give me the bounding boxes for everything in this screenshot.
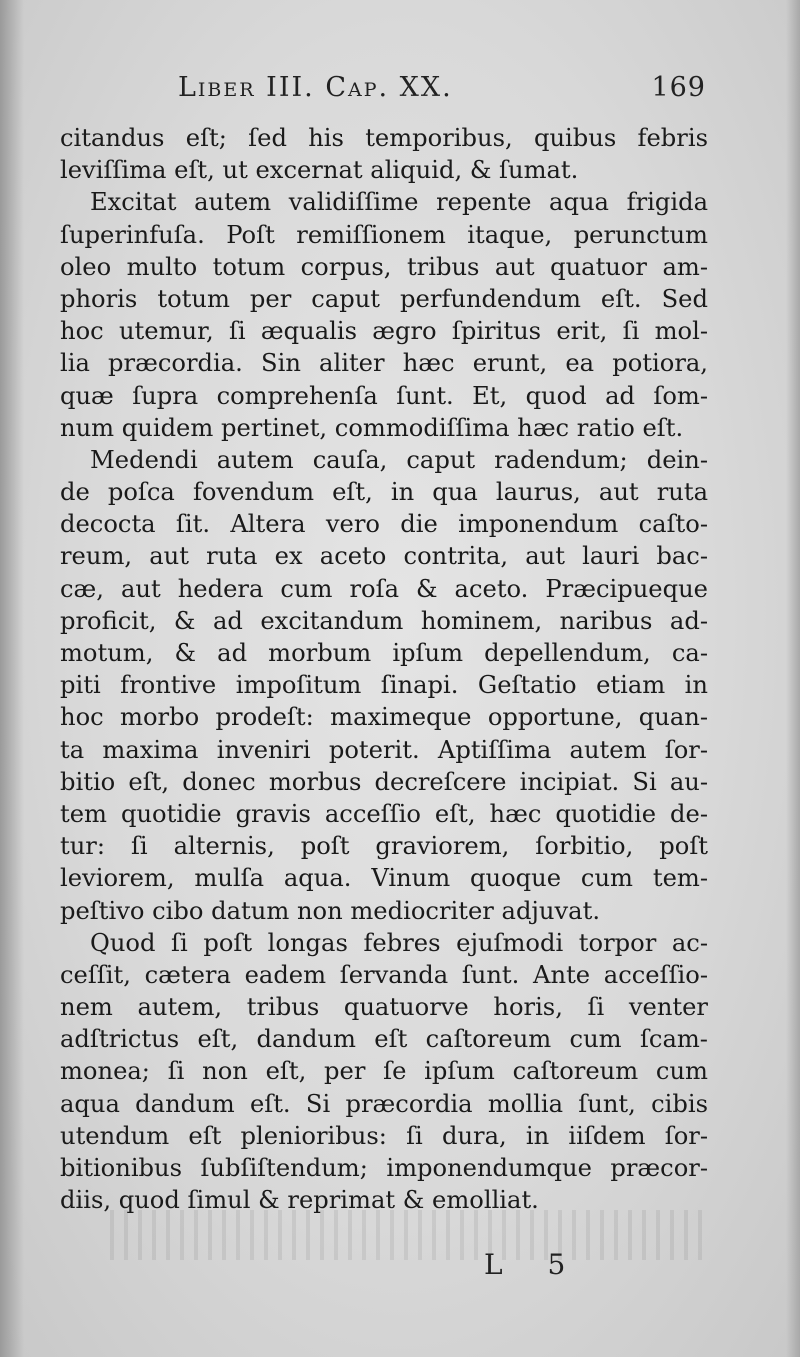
text-line: decocta ſit. Altera vero die imponendum caſto- — [60, 510, 708, 539]
text-line: utendum eſt plenioribus: ſi dura, in iiſdem ſor- — [60, 1121, 708, 1150]
text-line: diis, quod ſimul & reprimat & emolliat. — [60, 1186, 539, 1215]
body-text — [60, 122, 708, 1216]
text-line: peſtivo cibo datum non mediocriter adjuvat. — [60, 896, 601, 925]
text-line: tem quotidie gravis acceſſio eſt, hæc quotidie de- — [60, 799, 708, 828]
signature-mark: L 5 — [484, 1248, 584, 1281]
text-line: leviorem, mulſa aqua. Vinum quoque cum tem- — [60, 864, 708, 893]
text-line: Excitat autem validiſſime repente aqua frigida — [90, 188, 708, 217]
text-line: num quidem pertinet, commodiſſima hæc ratio eſt. — [60, 413, 684, 442]
running-title: Liber III. Cap. XX. — [178, 72, 453, 103]
text-line: Quod ſi poſt longas febres ejuſmodi torpor ac- — [90, 928, 708, 957]
text-line: Medendi autem cauſa, caput radendum; dein- — [90, 445, 708, 474]
text-line: aqua dandum eſt. Si præcordia mollia ſunt, cibis — [60, 1089, 708, 1118]
text-line: oleo multo totum corpus, tribus aut quatuor am- — [60, 252, 708, 281]
text-line: monea; ſi non eſt, per ſe ipſum caſtoreum cum — [60, 1057, 708, 1086]
text-line: ſuperinfuſa. Poſt remiſſionem itaque, perunctum — [60, 220, 708, 249]
text-line: bitio eſt, donec morbus decreſcere incipiat. Si au- — [60, 767, 708, 796]
text-line: nem autem, tribus quatuorve horis, ſi venter — [60, 993, 708, 1022]
text-line: hoc utemur, ſi æqualis ægro ſpiritus erit, ſi mol- — [60, 317, 708, 346]
page-header — [178, 72, 706, 112]
text-line: reum, aut ruta ex aceto contrita, aut lauri bac- — [60, 542, 708, 571]
show-through-texture — [110, 1210, 710, 1260]
text-line: adſtrictus eſt, dandum eſt caſtoreum cum ſcam- — [60, 1025, 708, 1054]
text-line: ceſſit, cætera eadem ſervanda ſunt. Ante acceſſio- — [60, 960, 708, 989]
text-line: quæ ſupra comprehenſa ſunt. Et, quod ad ſom- — [60, 381, 708, 410]
text-line: piti frontive impoſitum ſinapi. Geſtatio etiam in — [60, 671, 708, 700]
text-line: cæ, aut hedera cum roſa & aceto. Præcipueque — [60, 574, 708, 603]
text-line: ta maxima inveniri poterit. Aptiſſima autem ſor- — [60, 735, 708, 764]
text-line: leviſſima eſt, ut excernat aliquid, & ſumat. — [60, 156, 579, 185]
text-line: phoris totum per caput perfundendum eſt. Sed — [60, 284, 708, 313]
text-line: citandus eſt; ſed his temporibus, quibus febris — [60, 124, 708, 152]
text-line: proficit, & ad excitandum hominem, naribus ad- — [60, 606, 708, 635]
text-line: de poſca fovendum eſt, in qua laurus, aut ruta — [60, 478, 708, 507]
text-line: motum, & ad morbum ipſum depellendum, ca- — [60, 639, 708, 667]
text-line: lia præcordia. Sin aliter hæc erunt, ea potiora, — [60, 349, 708, 378]
page-number: 169 — [651, 72, 706, 103]
text-line: bitionibus ſubſiſtendum; imponendumque præcor- — [60, 1154, 708, 1182]
text-line: tur: ſi alternis, poſt graviorem, ſorbitio, poſt — [60, 832, 708, 861]
text-line: hoc morbo prodeſt: maximeque opportune, quan- — [60, 703, 708, 732]
